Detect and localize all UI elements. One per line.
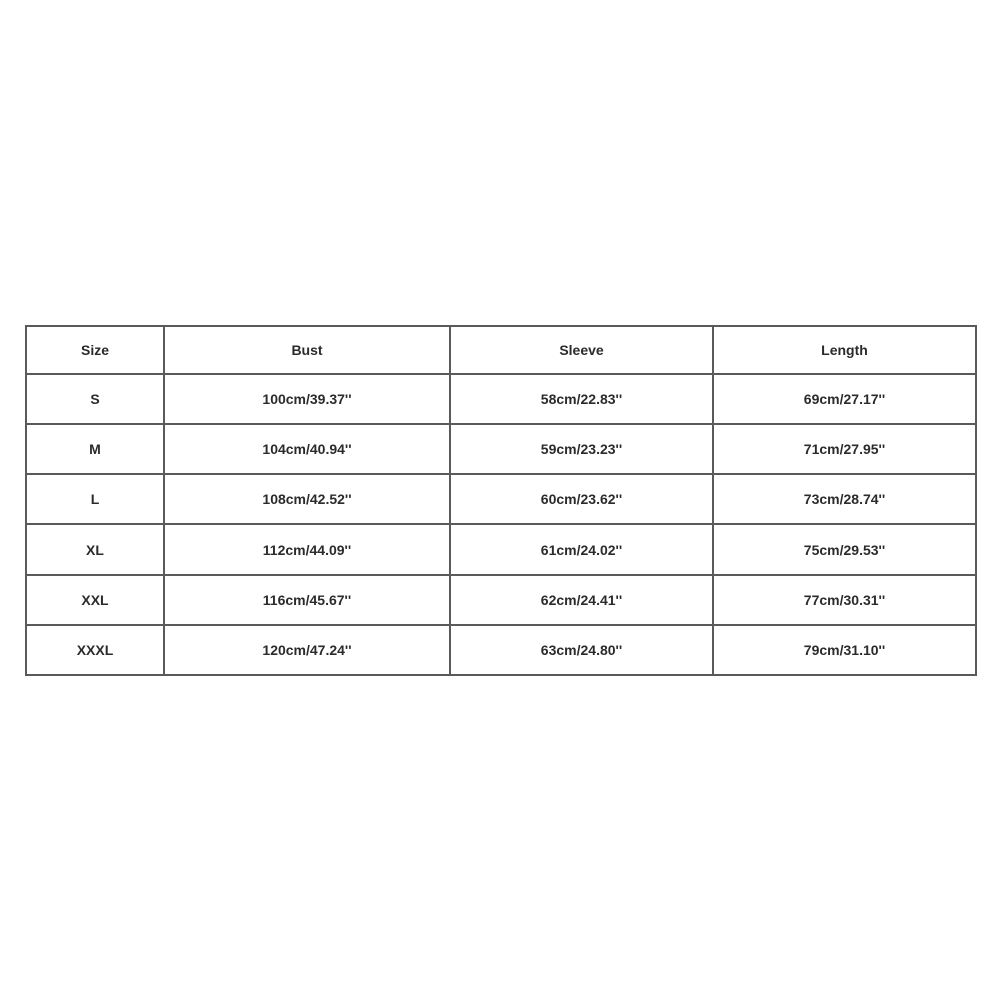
header-length: Length — [713, 326, 976, 374]
cell-sleeve: 60cm/23.62'' — [450, 474, 713, 524]
cell-bust: 112cm/44.09'' — [164, 524, 450, 574]
header-sleeve: Sleeve — [450, 326, 713, 374]
cell-size: XL — [26, 524, 164, 574]
cell-bust: 104cm/40.94'' — [164, 424, 450, 474]
table-row — [26, 524, 976, 574]
header-bust: Bust — [164, 326, 450, 374]
table-row — [26, 575, 976, 625]
cell-length: 75cm/29.53'' — [713, 524, 976, 574]
cell-sleeve: 59cm/23.23'' — [450, 424, 713, 474]
header-row — [26, 326, 976, 374]
cell-sleeve: 61cm/24.02'' — [450, 524, 713, 574]
cell-length: 71cm/27.95'' — [713, 424, 976, 474]
table-row — [26, 625, 976, 675]
size-chart-body — [26, 374, 976, 675]
cell-sleeve: 58cm/22.83'' — [450, 374, 713, 424]
cell-size: S — [26, 374, 164, 424]
cell-bust: 116cm/45.67'' — [164, 575, 450, 625]
size-chart-table — [25, 325, 977, 676]
cell-size: M — [26, 424, 164, 474]
cell-length: 77cm/30.31'' — [713, 575, 976, 625]
header-size: Size — [26, 326, 164, 374]
cell-bust: 120cm/47.24'' — [164, 625, 450, 675]
cell-bust: 100cm/39.37'' — [164, 374, 450, 424]
cell-length: 73cm/28.74'' — [713, 474, 976, 524]
cell-sleeve: 63cm/24.80'' — [450, 625, 713, 675]
cell-sleeve: 62cm/24.41'' — [450, 575, 713, 625]
table-row — [26, 424, 976, 474]
cell-size: XXL — [26, 575, 164, 625]
cell-size: XXXL — [26, 625, 164, 675]
table-row — [26, 374, 976, 424]
cell-bust: 108cm/42.52'' — [164, 474, 450, 524]
size-chart-header — [26, 326, 976, 374]
cell-size: L — [26, 474, 164, 524]
cell-length: 69cm/27.17'' — [713, 374, 976, 424]
cell-length: 79cm/31.10'' — [713, 625, 976, 675]
table-row — [26, 474, 976, 524]
